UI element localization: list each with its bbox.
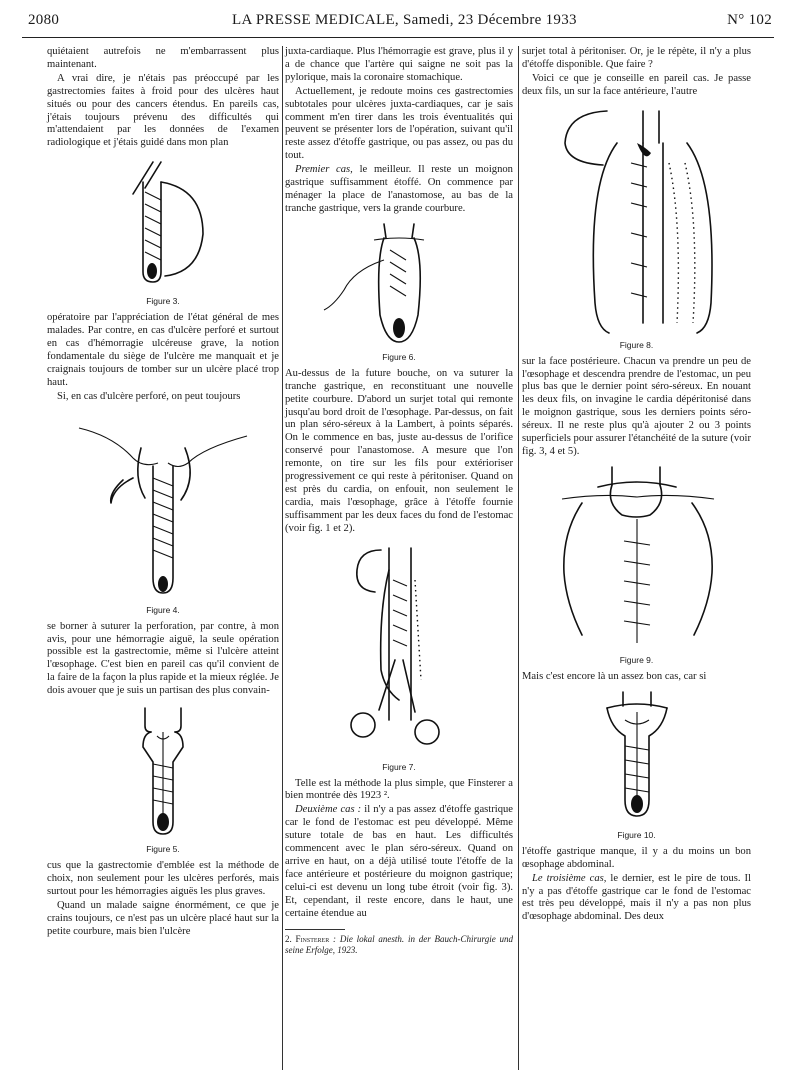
paragraph: cus que la gastrectomie d'emblée est la méthode de choix, non seulement pour les ulcères perforés, mais surtout pour les hémorragies aiguës les plus graves.: [47, 860, 279, 897]
figure-caption: Figure 5.: [146, 844, 180, 855]
column-divider: [518, 46, 519, 1070]
paragraph: A vrai dire, je n'étais pas préoccupé par les gastrectomies faites à froid pour des ulcères haut situés ou pour des cancers étendus. En pareils cas, j'étais toujours prévenu des difficultés qui m'attendaient par les données de l'examen radiologique et j'étais guidé dans mon plan: [47, 72, 279, 149]
footnote-text: : Die lokal anesth. in der Bauch-Chirurgie und seine Erfolge, 1923.: [285, 933, 513, 955]
figure-6-drawing: [314, 220, 484, 350]
paragraph: [285, 804, 513, 920]
figure-caption: Figure 6.: [382, 351, 416, 362]
paragraph-text: le meilleur. Il reste un moignon gastrique suffisamment étoffé. On commence par ménager la place de l'anastomose, au bas de la tranche gastrique, vers la grande courbure.: [285, 164, 513, 214]
journal-title: LA PRESSE MEDICALE, Samedi, 23 Décembre 1933: [232, 12, 577, 28]
paragraph: Mais c'est encore là un assez bon cas, car si: [522, 670, 707, 682]
footnote: [285, 934, 513, 956]
paragraph: Si, en cas d'ulcère perforé, on peut toujours: [57, 390, 241, 402]
figure-caption: Figure 9.: [619, 654, 654, 665]
paragraph: Quand un malade saigne énormément, ce que je crains toujours, ce n'est pas un ulcère placé haut sur la petite courbure, mais bien l'ulcère: [47, 899, 279, 937]
column-2: [285, 46, 513, 957]
page-number: 2080: [28, 12, 60, 28]
paragraph: Au-dessus de la future bouche, on va suturer la tranche gastrique, en reconstituant une nouvelle petite courbure. D'abord un surjet total qui remonte jusqu'au bord droit de l'œsophage. Par-dessus, on fait un plan séro-séreux à la Lambert, à points séparés. On le commence en bas, juste au-dessus de l'orifice conservé pour l'anastomose. A mesure que l'on remonte, on tire sur les fils pour extérioriser progressivement ce qui reste à péritoniser. Quand on est près du cardia, on enfouit, non seulement le cardia, mais l'œsophage, grâce à l'étoffe fournie suffisamment par les deux faces du fond de l'estomac (voir fig. 1 et 2).: [285, 367, 513, 534]
issue-number: N° 102: [727, 12, 772, 28]
paragraph-text: il n'y a pas assez d'étoffe gastrique car le fond de l'estomac est peu développé. Même suture totale de bas en haut. Les difficultés commencent avec le plan séro-séreux. Quand on arrive en haut, on a déjà utilisé toute l'étoffe de la face antérieure et postérieure du moignon gastrique; celui-ci est devenu un long tube étroit (voir fig. 3). Et, cependant, il reste encore, dans le haut, une certaine étendue au: [285, 804, 513, 919]
paragraph: se borner à suturer la perforation, par contre, à mon avis, pour une hémorragie aiguë, la seule opération possible est la gastrectomie, même si l'ulcère atteint l'œsophage. C'est bien en pareil cas qu'il convient de la faire de la façon la plus rapide et la mieux réglée. Je dois avouer que je suis un partisan des plus convain-: [47, 620, 279, 697]
figure-5: [47, 702, 279, 854]
figure-8-drawing: [547, 103, 727, 338]
figure-caption: Figure 8.: [619, 339, 654, 350]
paragraph: [285, 164, 513, 216]
figure-8: [522, 103, 751, 350]
case-label: Le troisième cas,: [532, 872, 607, 884]
paragraph: [522, 873, 751, 925]
column-1: [47, 46, 279, 939]
footnote-rule: [285, 929, 345, 930]
footnote-number: 2.: [285, 933, 296, 944]
figure-10-drawing: [567, 688, 707, 828]
paragraph: surjet total à péritoniser. Or, je le répète, il n'y a plus d'étoffe disponible. Que faire ?: [522, 46, 751, 70]
figure-4-drawing: [73, 408, 253, 603]
header-rule: [22, 37, 774, 38]
figure-caption: Figure 3.: [146, 296, 180, 307]
paragraph: l'étoffe gastrique manque, il y a du moins un bon œsophage abdominal.: [522, 845, 751, 870]
column-divider: [282, 46, 283, 1070]
figure-caption: Figure 4.: [146, 604, 180, 615]
figure-caption: Figure 7.: [382, 761, 416, 772]
figure-caption: Figure 10.: [617, 829, 656, 840]
paragraph: Telle est la méthode la plus simple, que Finsterer a bien montrée dès 1923 ².: [285, 777, 513, 802]
figure-6: [285, 220, 513, 362]
figure-3-drawing: [103, 154, 223, 294]
figure-10: [522, 688, 751, 840]
figure-9: [522, 463, 751, 665]
figure-7: [285, 540, 513, 772]
figure-4: [47, 408, 279, 615]
figure-5-drawing: [93, 702, 233, 842]
paragraph: Actuellement, je redoute moins ces gastrectomies subtotales pour ulcères juxta-cardiaques, car je sais comment m'en tirer dans les trois éventualités qui peuvent se présenter lors de l'opération, suivant qu'il reste assez d'étoffe gastrique, ou pas assez, ou pas du tout.: [285, 85, 513, 162]
figure-7-drawing: [319, 540, 479, 760]
paragraph: sur la face postérieure. Chacun va prendre un peu de l'œsophage et descendra prendre de l'estomac, un peu plus bas que le dernier point séro-séreux. En nouant les deux fils, on invagine le cardia dépéritonisé dans le moignon gastrique, sous les derniers points séro-séreux. Il ne reste plus qu'à ajouter 2 ou 3 points superficiels pour assurer l'étanchéité de la suture (voir fig. 3, 4 et 5).: [522, 355, 751, 457]
paragraph-text: le dernier, est le pire de tous. Il n'y a pas d'étoffe gastrique car le fond de l'estomac est très peu développé, mais il n'y a pas non plus d'œsophage abdominal. Des deux: [522, 872, 751, 923]
paragraph: opératoire par l'appréciation de l'état général de mes malades. Par contre, en cas d'ulcère perforé et surtout en cas d'hémorragie ulcéreuse grave, la notion fondamentale du siège de l'ulcère me manquait et je craignais toujours de tomber sur un ulcère placé trop haut.: [47, 312, 279, 388]
page-header: [22, 12, 778, 34]
figure-9-drawing: [542, 463, 732, 653]
paragraph: juxta-cardiaque. Plus l'hémorragie est grave, plus il y a de chance que l'artère qui saigne ne soit pas la pylorique, mais la coronaire stomachique.: [285, 46, 513, 83]
footnote-author: Finsterer: [295, 933, 330, 944]
figure-3: [47, 154, 279, 306]
column-3: [522, 46, 751, 925]
case-label: Deuxième cas :: [295, 804, 362, 816]
paragraph: quiétaient autrefois ne m'embarrassent plus maintenant.: [47, 46, 279, 70]
paragraph: Voici ce que je conseille en pareil cas. Je passe deux fils, un sur la face antérieure, l'autre: [522, 72, 751, 97]
case-label: Premier cas,: [295, 164, 353, 176]
